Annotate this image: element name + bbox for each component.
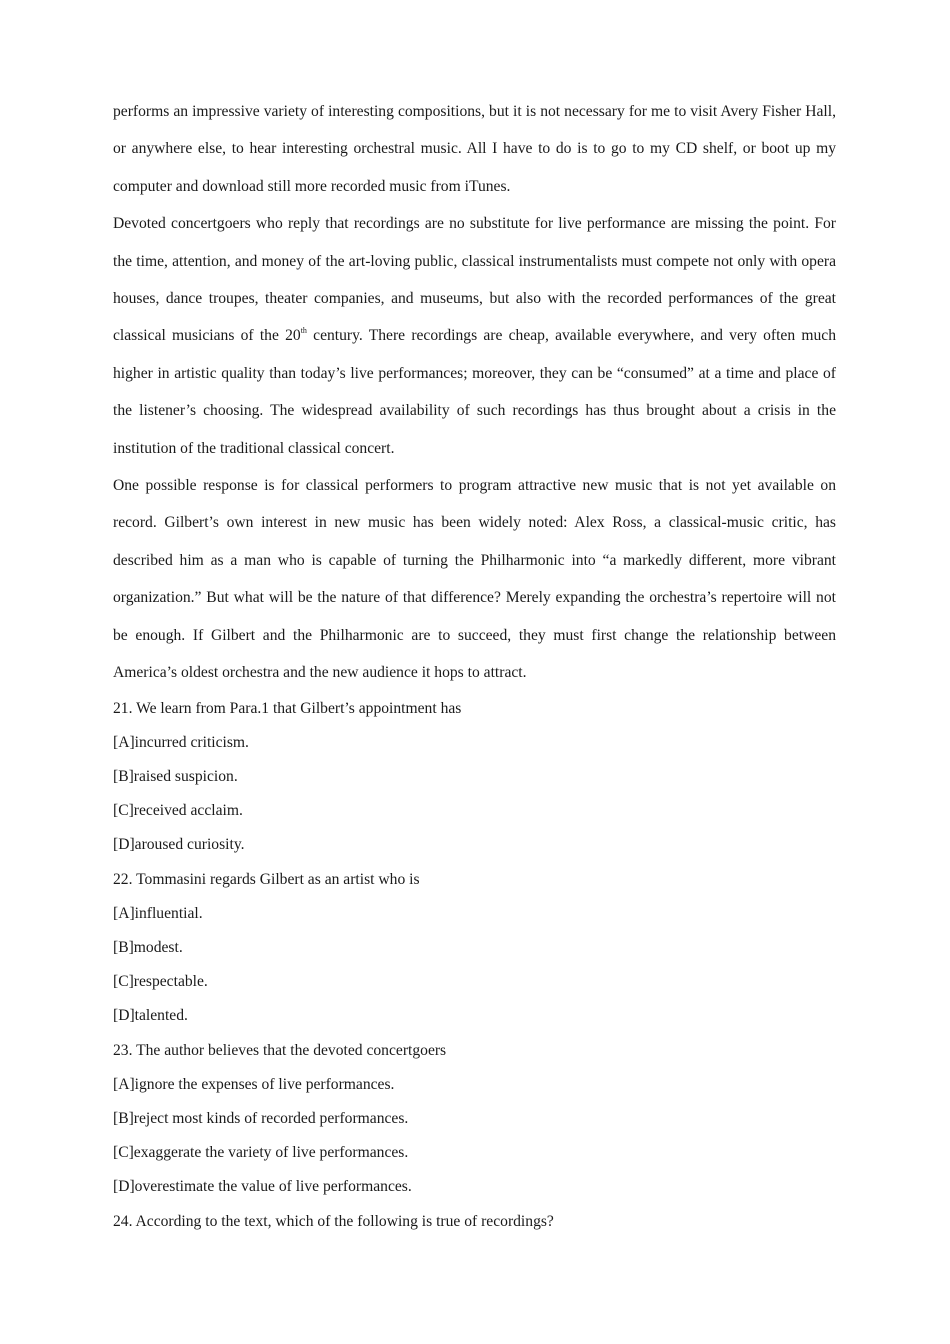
- option-a: [A]influential.: [113, 904, 203, 922]
- passage-paragraph-3: One possible response is for classical performers to program attractive new music that is not yet available on record. Gilbert’s own interest in new music has been widely noted: Alex Ross, a classical-music critic, has described him as a man who is capable of turning the Philharmonic into “a markedly different, more vibrant organization.” But what will be the nature of that difference? Merely expanding the orchestra’s repertoire will not be enough. If Gilbert and the Philharmonic are to succeed, they must first change the relationship between America’s oldest orchestra and the new audience it hops to attract.: [113, 477, 836, 682]
- option-b: [B]reject most kinds of recorded performances.: [113, 1109, 409, 1127]
- question-21: [113, 692, 836, 863]
- question-stem: 21. We learn from Para.1 that Gilbert’s appointment has: [113, 699, 462, 717]
- ordinal-suffix: th: [300, 326, 307, 336]
- question-24: [113, 1205, 836, 1239]
- question-stem: 22. Tommasini regards Gilbert as an artist who is: [113, 870, 420, 888]
- question-23: [113, 1034, 836, 1205]
- question-22: [113, 863, 836, 1034]
- option-c: [C]respectable.: [113, 973, 208, 991]
- option-d: [D]overestimate the value of live performances.: [113, 1178, 412, 1196]
- question-stem: 23. The author believes that the devoted concertgoers: [113, 1041, 447, 1059]
- option-a: [A]incurred criticism.: [113, 733, 249, 751]
- paragraph-2-text-end: century. There recordings are cheap, available everywhere, and very often much higher in artistic quality than today’s live performances; moreover, they can be “consumed” at a time and place of the listener’s choosing. The widespread availability of such recordings has thus brought about a crisis in the institution of the traditional classical concert.: [113, 327, 836, 457]
- option-b: [B]modest.: [113, 938, 183, 956]
- option-a: [A]ignore the expenses of live performances.: [113, 1075, 395, 1093]
- option-c: [C]exaggerate the variety of live performances.: [113, 1144, 409, 1162]
- question-stem: 24. According to the text, which of the following is true of recordings?: [113, 1212, 554, 1230]
- option-d: [D]talented.: [113, 1007, 188, 1025]
- document-page: [113, 93, 836, 1239]
- passage-paragraph-2: [113, 205, 836, 467]
- option-c: [C]received acclaim.: [113, 802, 243, 820]
- option-b: [B]raised suspicion.: [113, 767, 238, 785]
- option-d: [D]aroused curiosity.: [113, 836, 245, 854]
- passage-paragraph-1: performs an impressive variety of interesting compositions, but it is not necessary for me to visit Avery Fisher Hall, or anywhere else, to hear interesting orchestral music. All I have to do is to go to my CD shelf, or boot up my computer and download still more recorded music from iTunes.: [113, 103, 836, 195]
- paragraph-2-text-start: Devoted concertgoers who reply that recordings are no substitute for live performance are missing the point. For the time, attention, and money of the art-loving public, classical instrumentalists must compete not only with opera houses, dance troupes, theater companies, and museums, but also with the recorded performances of the great classical musicians of the 20: [113, 215, 836, 345]
